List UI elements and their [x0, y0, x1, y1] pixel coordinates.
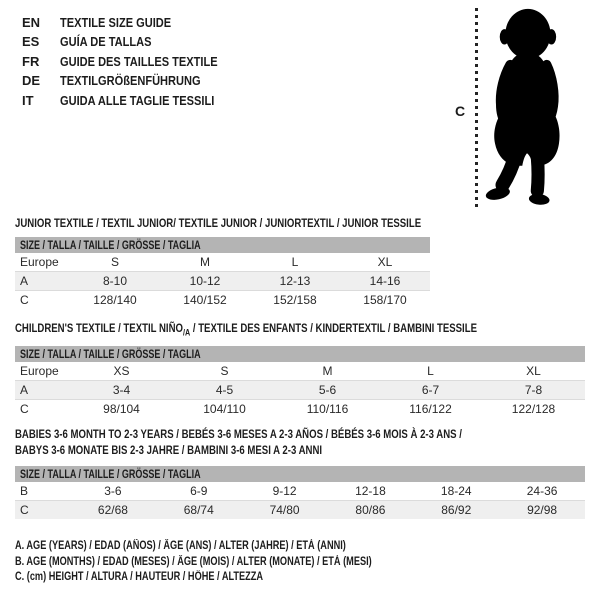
table-cell: 4-5: [215, 383, 234, 397]
height-measure-dotted-line: [475, 8, 478, 208]
table-cell: 80/86: [355, 503, 386, 517]
junior-size-table: [15, 237, 430, 309]
table-cell: 8-10: [102, 274, 128, 288]
table-cell: 10-12: [189, 274, 221, 288]
table-row-age-years: [15, 380, 585, 399]
table-cell: L: [291, 255, 299, 269]
children-title-suffix: / TEXTILE DES ENFANTS / KINDERTEXTIL / BAMBINI TESSILE: [190, 321, 477, 335]
row-label: A: [20, 274, 29, 288]
language-code: FR: [22, 53, 40, 69]
table-cell: 3-4: [112, 383, 131, 397]
size-header-bar: [15, 237, 430, 253]
table-cell: 62/68: [97, 503, 128, 517]
table-cell: 104/110: [203, 402, 246, 416]
language-title: GUIDA ALLE TAGLIE TESSILI: [60, 92, 215, 108]
junior-table-title: [15, 215, 523, 231]
table-cell: 152/158: [273, 293, 317, 307]
table-cell: 6-9: [190, 484, 208, 498]
size-header-text: SIZE / TALLA / TAILLE / GRÖSSE / TAGLIA: [20, 347, 201, 361]
size-header-text: SIZE / TALLA / TAILLE / GRÖSSE / TAGLIA: [20, 238, 201, 252]
language-row-en: [22, 13, 245, 32]
size-header-text: SIZE / TALLA / TAILLE / GRÖSSE / TAGLIA: [20, 467, 201, 481]
table-cell: 5-6: [318, 383, 337, 397]
row-label: A: [20, 383, 29, 397]
table-row-height-cm: [15, 290, 430, 309]
row-label: C: [20, 293, 29, 307]
babies-title-line2-text: BABYS 3-6 MONATE BIS 2-3 JAHRE / BAMBINI 3-6 MESI A 2-3 ANNI: [15, 443, 323, 457]
table-row-europe-sizes: [15, 362, 585, 380]
height-marker-label: C: [455, 103, 466, 119]
language-title-block: [22, 13, 245, 110]
table-cell: M: [200, 255, 210, 269]
table-cell: L: [427, 364, 434, 378]
babies-title-line1-text: BABIES 3-6 MONTH TO 2-3 YEARS / BEBÉS 3-6 MESES A 2-3 AÑOS / BÉBÉS 3-6 MOIS À 2-3 ANS /: [15, 427, 462, 441]
children-table-title: [15, 320, 592, 340]
table-cell: 68/74: [183, 503, 214, 517]
footnote-age-months: [15, 555, 461, 571]
babies-title-line2: [15, 442, 574, 458]
table-cell: M: [322, 364, 333, 378]
table-cell: S: [220, 364, 229, 378]
table-cell: 128/140: [93, 293, 137, 307]
table-cell: 3-6: [104, 484, 122, 498]
language-code: DE: [22, 73, 41, 89]
table-cell: XL: [377, 255, 393, 269]
babies-table-title: [15, 426, 574, 458]
table-cell: 7-8: [524, 383, 543, 397]
size-header-bar: [15, 346, 585, 362]
table-cell: 98/104: [103, 402, 140, 416]
table-cell: 122/128: [511, 402, 556, 416]
footnote-text: A. AGE (YEARS) / EDAD (AÑOS) / ÂGE (ANS) / ALTER (JAHRE) / ETÀ (ANNI): [15, 540, 346, 552]
children-table-title-text: [15, 320, 477, 340]
table-cell: 9-12: [272, 484, 297, 498]
table-cell: 92/98: [527, 503, 558, 517]
row-label: C: [20, 402, 29, 416]
table-row-age-months: [15, 482, 585, 500]
language-code: EN: [22, 15, 41, 30]
language-title: TEXTILGRÖßENFÜHRUNG: [60, 73, 201, 89]
table-cell: XS: [113, 364, 130, 378]
footnote-text: B. AGE (MONTHS) / EDAD (MESES) / ÂGE (MOIS) / ALTER (MONATE) / ETÀ (MESI): [15, 555, 372, 568]
row-label: Europe: [20, 255, 59, 269]
footnote-age-years: [15, 539, 461, 555]
footnote-height-cm: [15, 570, 461, 586]
table-cell: 116/122: [409, 402, 452, 416]
language-code: IT: [22, 92, 34, 108]
table-cell: 74/80: [269, 503, 300, 517]
children-size-table: [15, 346, 585, 418]
babies-title-line1: [15, 426, 574, 442]
table-cell: 24-36: [526, 484, 558, 498]
table-row-height-cm: [15, 500, 585, 519]
language-row-es: [22, 32, 245, 51]
size-header-bar: [15, 466, 585, 482]
row-label: Europe: [20, 364, 59, 378]
table-cell: 12-13: [279, 274, 311, 288]
language-row-de: [22, 71, 245, 90]
language-title: GUÍA DE TALLAS: [60, 34, 152, 50]
language-row-it: [22, 91, 245, 110]
table-row-europe-sizes: [15, 253, 430, 271]
babies-size-table: [15, 466, 585, 519]
table-cell: 110/116: [306, 402, 349, 416]
junior-table-title-text: JUNIOR TEXTILE / TEXTIL JUNIOR/ TEXTILE JUNIOR / JUNIORTEXTIL / JUNIOR TESSILE: [15, 216, 422, 230]
children-title-subscript: /A: [182, 327, 191, 338]
language-title: TEXTILE SIZE GUIDE: [60, 15, 172, 30]
children-title-prefix: CHILDREN'S TEXTILE / TEXTIL NIÑO: [15, 321, 183, 335]
row-label: B: [20, 484, 29, 498]
footnote-text: C. (cm) HEIGHT / ALTURA / HAUTEUR / HÖHE / ALTEZZA: [15, 571, 264, 583]
language-row-fr: [22, 52, 245, 71]
language-code: ES: [22, 34, 40, 50]
table-cell: 18-24: [440, 484, 472, 498]
row-label: C: [20, 503, 29, 517]
baby-silhouette-icon: [480, 7, 574, 209]
table-cell: 86/92: [441, 503, 472, 517]
table-cell: 158/170: [363, 293, 407, 307]
table-cell: 6-7: [421, 383, 440, 397]
footnote-legend: [15, 539, 461, 586]
language-title: GUIDE DES TAILLES TEXTILE: [60, 53, 218, 69]
table-cell: S: [110, 255, 119, 269]
table-cell: XL: [526, 364, 541, 378]
table-cell: 140/152: [183, 293, 227, 307]
table-row-height-cm: [15, 399, 585, 418]
table-cell: 14-16: [369, 274, 401, 288]
table-row-age-years: [15, 271, 430, 290]
table-cell: 12-18: [355, 484, 386, 498]
